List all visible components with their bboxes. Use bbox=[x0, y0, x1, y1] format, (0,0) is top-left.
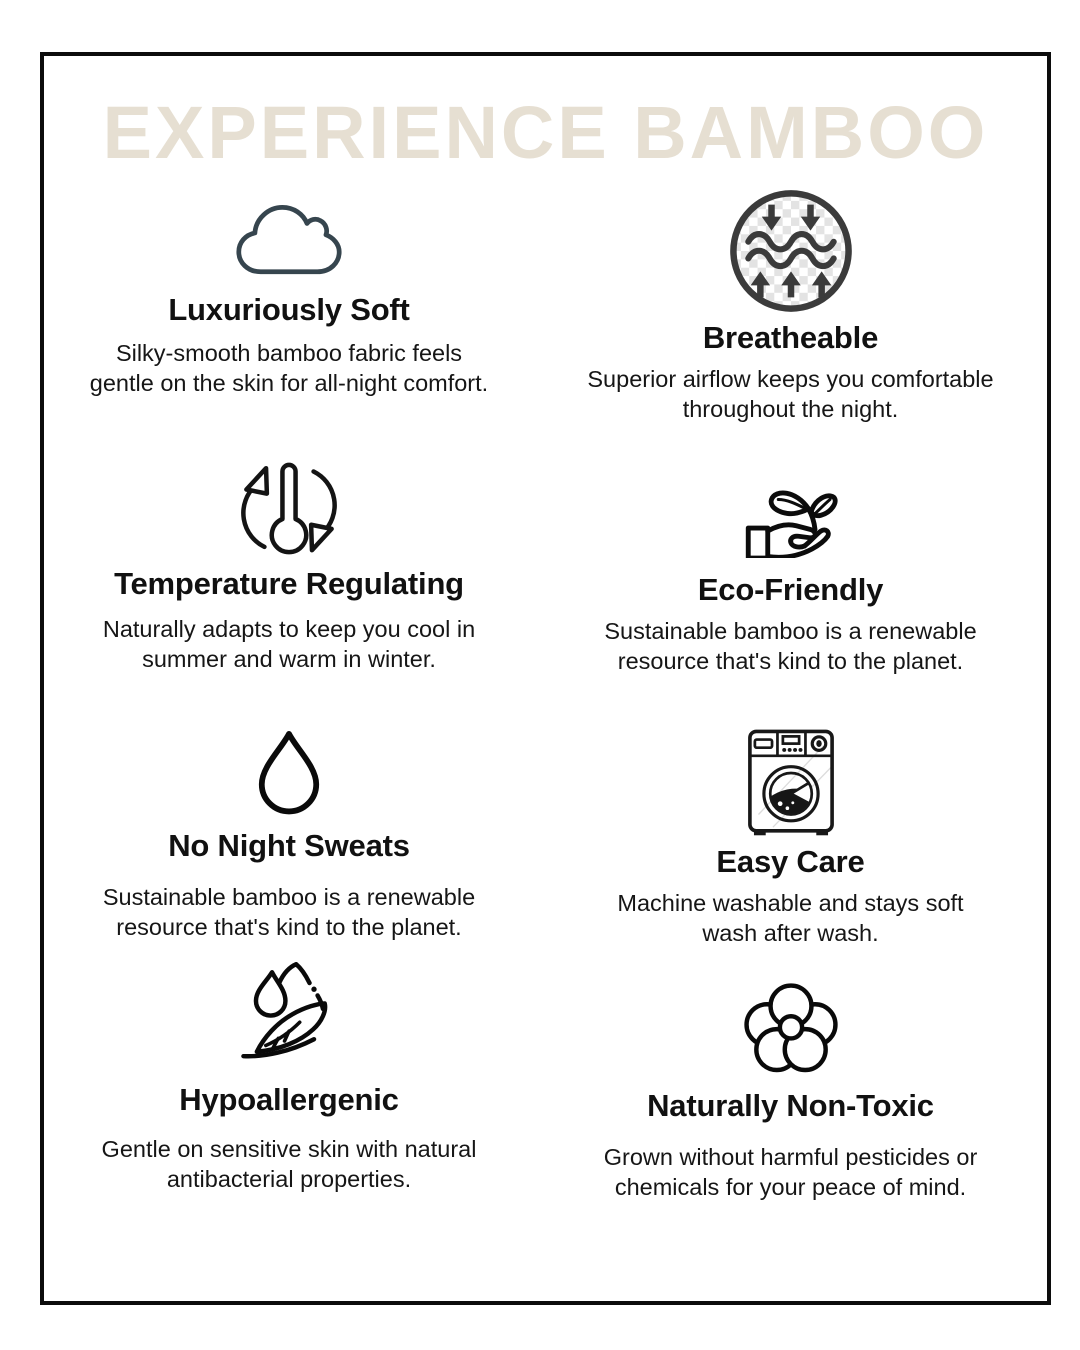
feature-temperature-regulating bbox=[44, 460, 534, 726]
feature-luxuriously-soft bbox=[44, 188, 534, 460]
hand-plant-icon bbox=[712, 474, 870, 558]
feature-title: Breatheable bbox=[702, 320, 879, 355]
washing-machine-icon bbox=[743, 726, 839, 838]
feature-title: Luxuriously Soft bbox=[168, 292, 410, 327]
feature-title: Temperature Regulating bbox=[114, 566, 464, 601]
feature-eco-friendly bbox=[534, 460, 1047, 726]
feature-easy-care bbox=[534, 726, 1047, 962]
water-drop-icon bbox=[256, 726, 322, 816]
flower-icon bbox=[743, 982, 839, 1078]
feature-description: Machine washable and stays soft wash after wash. bbox=[617, 890, 964, 946]
features-grid bbox=[44, 188, 1047, 1202]
feature-title: Naturally Non-Toxic bbox=[647, 1088, 934, 1123]
airflow-circle-icon bbox=[726, 188, 856, 316]
feature-description: Naturally adapts to keep you cool in summer and warm in winter. bbox=[102, 616, 476, 672]
feature-title: Hypoallergenic bbox=[179, 1082, 399, 1117]
feature-description: Gentle on sensitive skin with natural antibacterial properties. bbox=[101, 1136, 477, 1192]
feature-hypoallergenic bbox=[44, 962, 534, 1202]
poster-frame bbox=[40, 52, 1051, 1305]
cloud-icon bbox=[230, 192, 348, 286]
page-title: EXPERIENCE BAMBOO bbox=[102, 91, 989, 174]
feature-description: Sustainable bamboo is a renewable resource that's kind to the planet. bbox=[604, 618, 977, 674]
feature-title: Eco-Friendly bbox=[697, 572, 884, 607]
feature-title: Easy Care bbox=[716, 844, 865, 879]
feature-description: Superior airflow keeps you comfortable throughout the night. bbox=[587, 366, 994, 422]
temperature-cycle-icon bbox=[215, 460, 363, 560]
feature-description: Silky-smooth bamboo fabric feels gentle on the skin for all-night comfort. bbox=[89, 340, 489, 396]
feature-description: Sustainable bamboo is a renewable resource that's kind to the planet. bbox=[102, 884, 476, 940]
drop-feather-icon bbox=[239, 962, 339, 1070]
feature-breatheable bbox=[534, 188, 1047, 460]
feature-title: No Night Sweats bbox=[168, 828, 410, 863]
feature-no-night-sweats bbox=[44, 726, 534, 962]
feature-naturally-non-toxic bbox=[534, 962, 1047, 1202]
feature-description: Grown without harmful pesticides or chemicals for your peace of mind. bbox=[603, 1144, 978, 1200]
